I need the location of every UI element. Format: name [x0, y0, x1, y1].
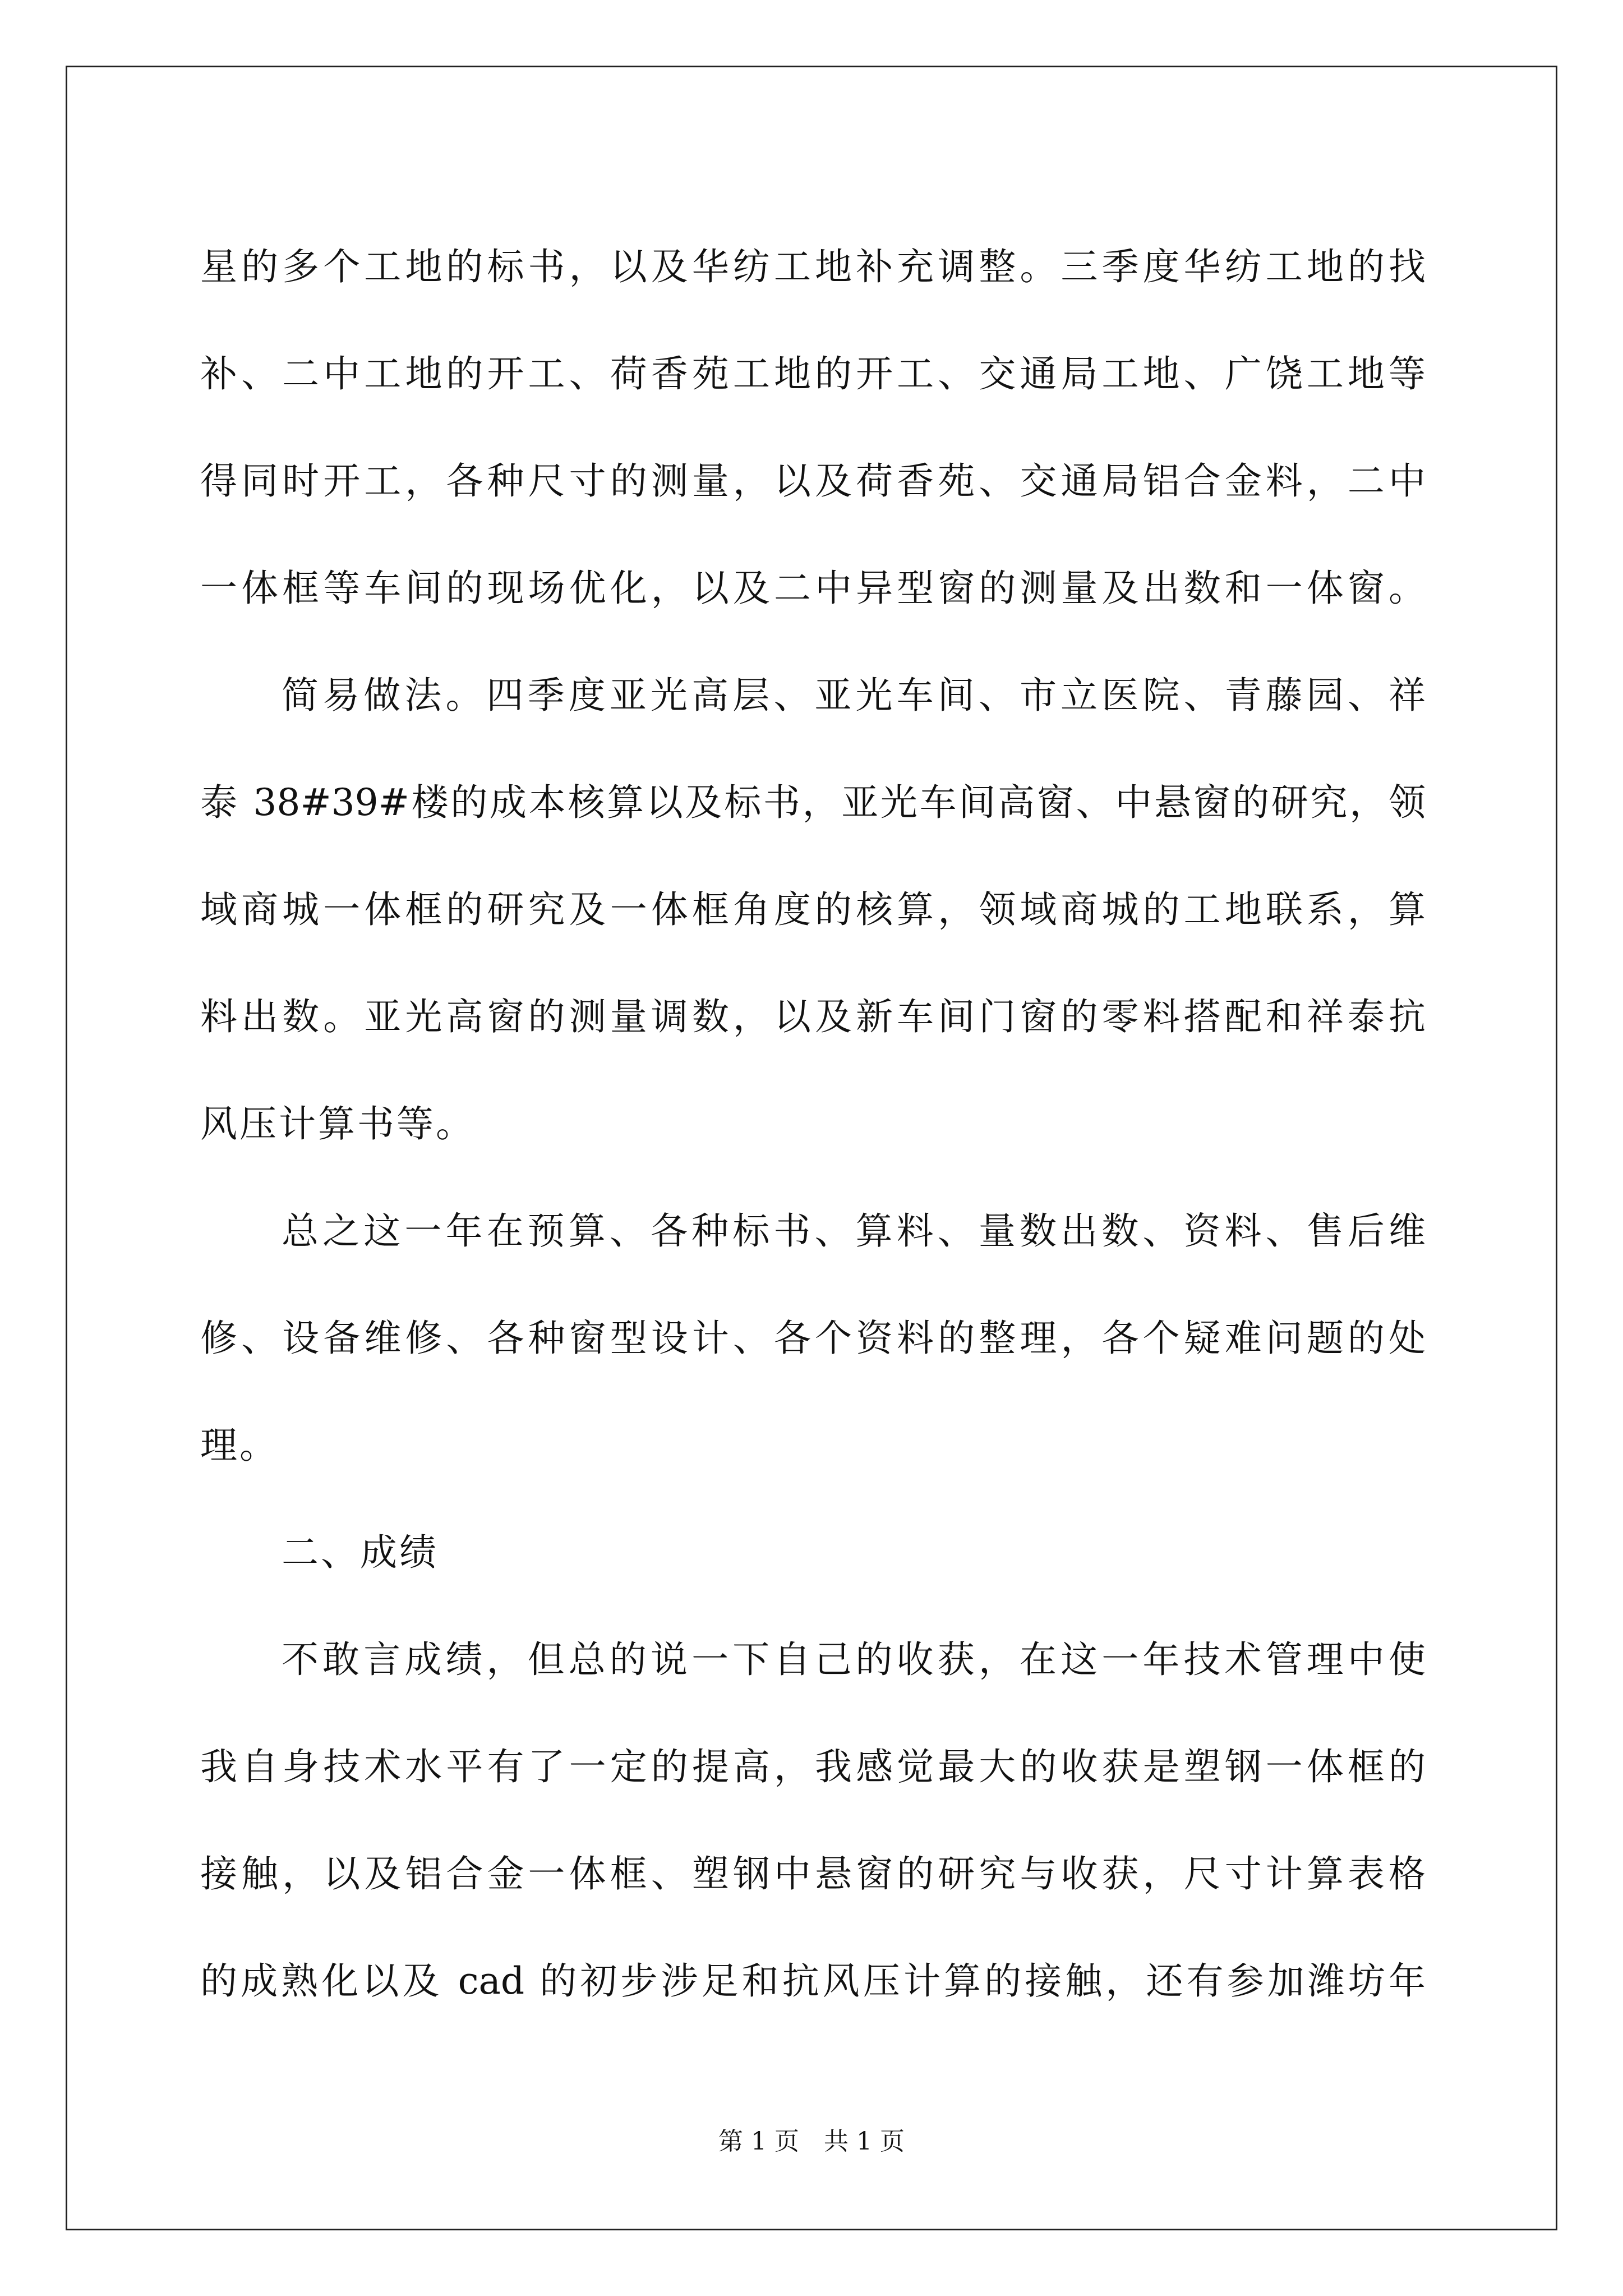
text-line: 得同时开工，各种尺寸的测量，以及荷香苑、交通局铝合金料，二中	[200, 459, 1426, 503]
text-line: 星的多个工地的标书，以及华纺工地补充调整。三季度华纺工地的找	[200, 245, 1426, 288]
section-heading: 二、成绩	[282, 1531, 439, 1574]
text-line: 我自身技术水平有了一定的提高，我感觉最大的收获是塑钢一体框的	[200, 1745, 1426, 1788]
text-line: 总之这一年在预算、各种标书、算料、量数出数、资料、售后维	[282, 1209, 1426, 1253]
text-line: 简易做法。四季度亚光高层、亚光车间、市立医院、青藤园、祥	[282, 674, 1426, 717]
page-footer	[0, 2125, 1623, 2159]
text-line: 泰 38#39#楼的成本核算以及标书，亚光车间高窗、中悬窗的研究，领	[200, 781, 1426, 824]
document-body	[200, 213, 1426, 2035]
text-line: 理。	[200, 1424, 279, 1467]
text-line: 修、设备维修、各种窗型设计、各个资料的整理，各个疑难问题的处	[200, 1317, 1426, 1360]
text-line: 补、二中工地的开工、荷香苑工地的开工、交通局工地、广饶工地等	[200, 352, 1426, 395]
text-line: 接触，以及铝合金一体框、塑钢中悬窗的研究与收获，尺寸计算表格	[200, 1852, 1426, 1895]
text-line: 风压计算书等。	[200, 1102, 475, 1145]
page-number: 第 1 页 共 1 页	[718, 2127, 905, 2156]
text-line: 不敢言成绩，但总的说一下自己的收获，在这一年技术管理中使	[282, 1638, 1426, 1681]
text-line: 一体框等车间的现场优化，以及二中异型窗的测量及出数和一体窗。	[200, 567, 1426, 610]
text-line: 域商城一体框的研究及一体框角度的核算，领域商城的工地联系，算	[200, 888, 1426, 931]
text-line: 的成熟化以及 cad 的初步涉足和抗风压计算的接触，还有参加潍坊年	[200, 1959, 1426, 2003]
text-line: 料出数。亚光高窗的测量调数，以及新车间门窗的零料搭配和祥泰抗	[200, 995, 1426, 1038]
